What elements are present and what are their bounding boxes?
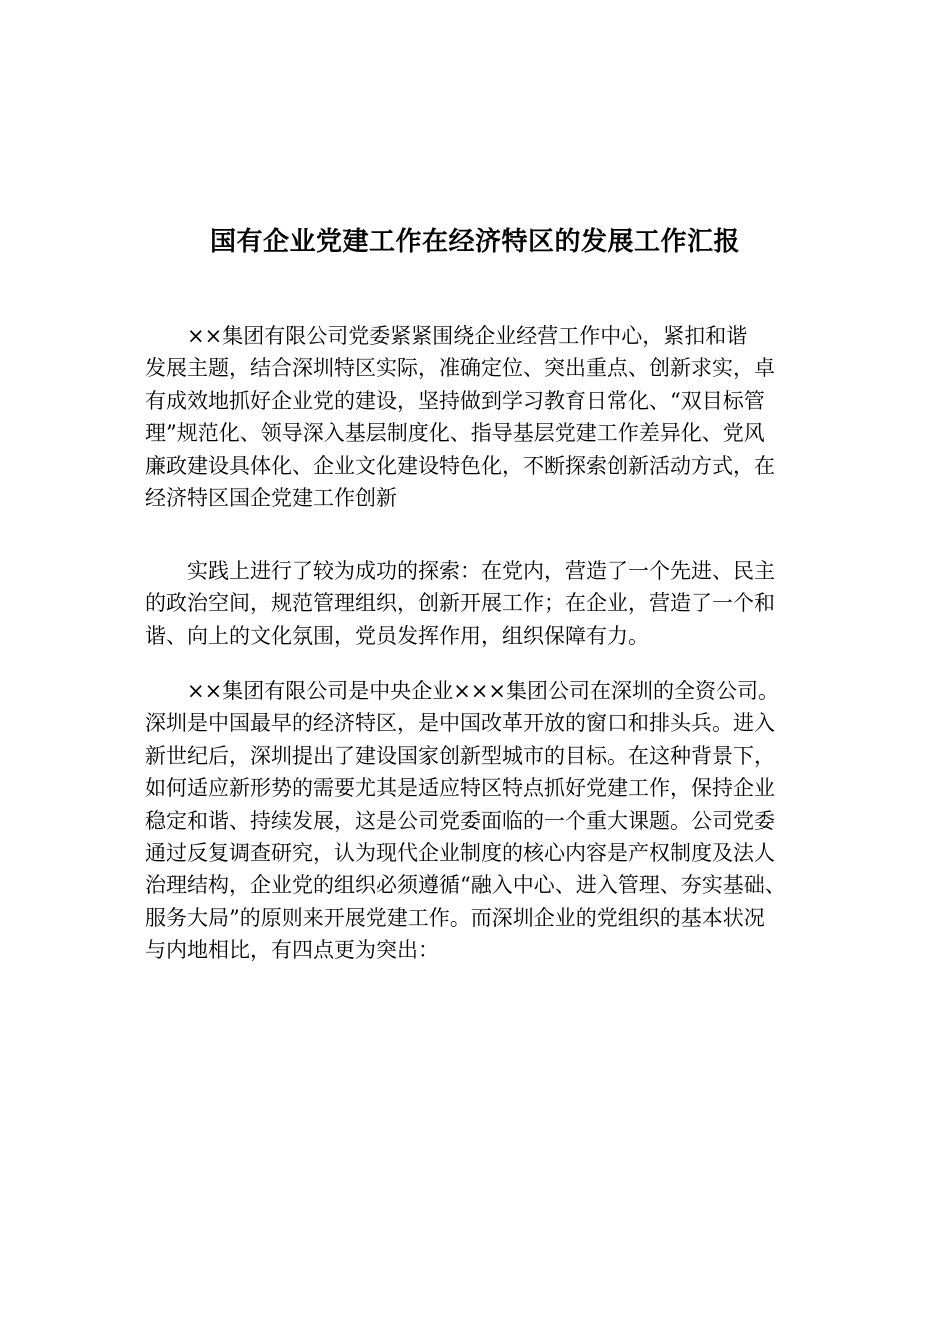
paragraph-line: 的政治空间，规范管理组织，创新开展工作；在企业，营造了一个和	[145, 591, 775, 616]
paragraph-line: ××集团有限公司是中央企业×××集团公司在深圳的全资公司。	[187, 679, 779, 703]
paragraph-line: 有成效地抓好企业党的建设，坚持做到学习教育日常化、“双目标管	[145, 388, 765, 413]
paragraph-line: 如何适应新形势的需要尤其是适应特区特点抓好党建工作，保持企业	[145, 776, 775, 801]
paragraph-line: 稳定和谐、持续发展，这是公司党委面临的一个重大课题。公司党委	[145, 808, 775, 833]
paragraph-2	[145, 555, 775, 652]
paragraph-line: 治理结构，企业党的组织必须遵循“融入中心、进入管理、夯实基础、	[145, 873, 786, 898]
paragraph-line: 廉政建设具体化、企业文化建设特色化，不断探索创新活动方式，在	[145, 453, 775, 478]
paragraph-3	[145, 675, 786, 967]
paragraph-line: 发展主题，结合深圳特区实际，准确定位、突出重点、创新求实，卓	[145, 356, 775, 381]
paragraph-line: 实践上进行了较为成功的探索：在党内，营造了一个先进、民主	[187, 559, 775, 583]
paragraph-line: 与内地相比，有四点更为突出：	[145, 938, 439, 963]
paragraph-line: 深圳是中国最早的经济特区，是中国改革开放的窗口和排头兵。进入	[145, 711, 775, 736]
document-title: 国有企业党建工作在经济特区的发展工作汇报	[209, 227, 740, 257]
paragraph-line: 新世纪后，深圳提出了建设国家创新型城市的目标。在这种背景下，	[145, 743, 775, 768]
paragraph-line: 通过反复调查研究，认为现代企业制度的核心内容是产权制度及法人	[145, 841, 775, 866]
paragraph-1	[145, 320, 775, 514]
paragraph-line: 理”规范化、领导深入基层制度化、指导基层党建工作差异化、党风	[145, 421, 765, 446]
paragraph-line: ××集团有限公司党委紧紧围绕企业经营工作中心，紧扣和谐	[187, 324, 748, 348]
paragraph-line: 谐、向上的文化氛围，党员发挥作用，组织保障有力。	[145, 623, 649, 648]
paragraph-line: 经济特区国企党建工作创新	[145, 486, 397, 511]
paragraph-line: 服务大局”的原则来开展党建工作。而深圳企业的党组织的基本状况	[145, 905, 765, 930]
